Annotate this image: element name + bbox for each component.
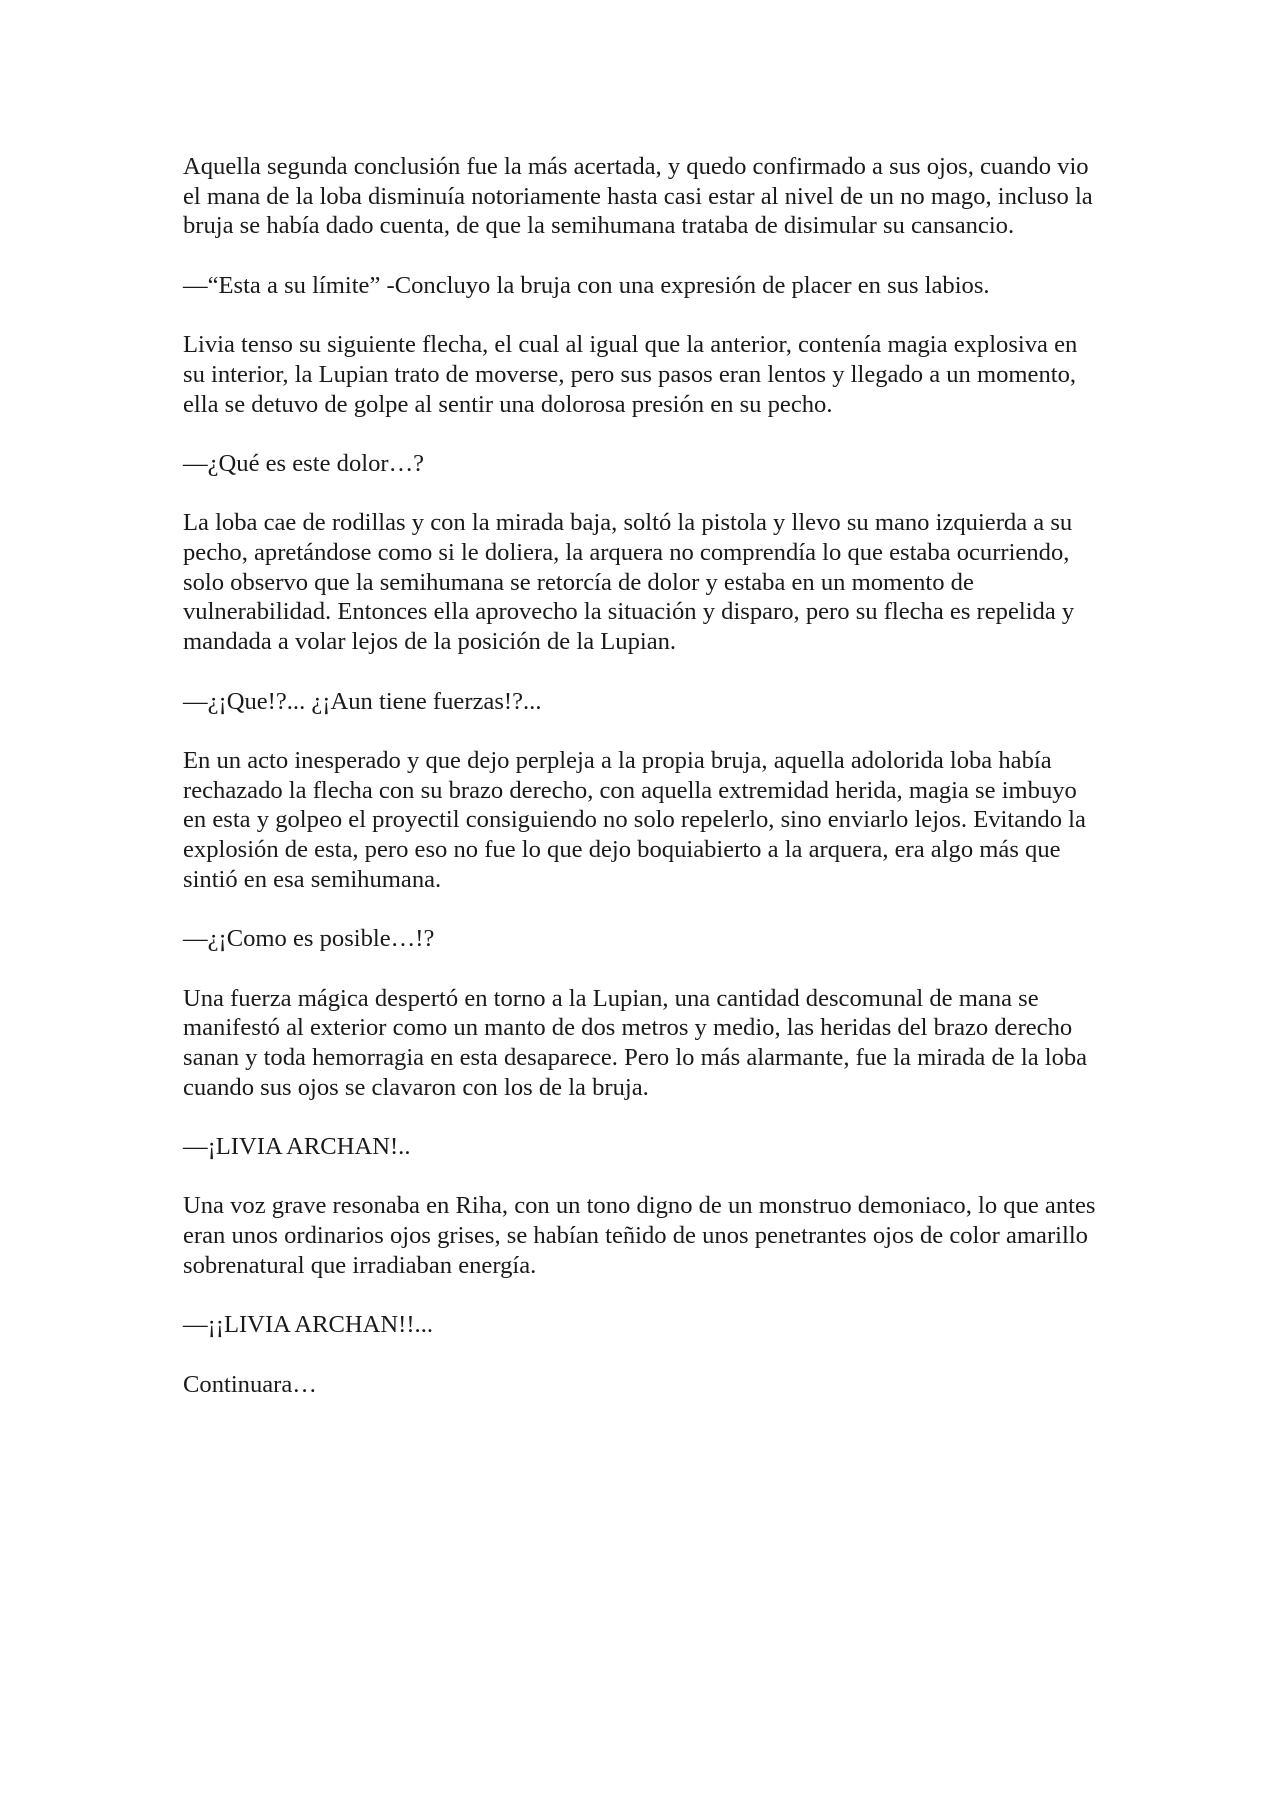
paragraph-narration-4: En un acto inesperado y que dejo perpleja a la propia bruja, aquella adolorida loba había rechazado la flecha con su brazo derecho, con aquella extremidad herida, magia se imbuyo en esta y golpeo el proyectil consiguiendo no solo repelerlo, sino enviarlo lejos. Evitando la explosión de esta, pero eso no fue lo que dejo boquiabierto a la arquera, era algo más que sintió en esa semihumana. — [183, 746, 1086, 893]
paragraph-narration-2: Livia tenso su siguiente flecha, el cual al igual que la anterior, contenía magia explosiva en su interior, la Lupian trato de moverse, pero sus pasos eran lentos y llegado a un momento, ella se detuvo de golpe al sentir una dolorosa presión en su pecho. — [183, 331, 1078, 418]
paragraph-dialogue-5: —¡LIVIA ARCHAN!.. — [183, 1133, 411, 1161]
paragraph-narration-3: La loba cae de rodillas y con la mirada baja, soltó la pistola y llevo su mano izquierda a su pecho, apretándose como si le doliera, la arquera no comprendía lo que estaba ocurriendo, solo observo que la semihumana se retorcía de dolor y estaba en un momento de vulnerabilidad. Entonces ella aprovecho la situación y disparo, pero su flecha es repelida y mandada a volar lejos de la posición de la Lupian. — [183, 509, 1075, 656]
paragraph-narration-1: Aquella segunda conclusión fue la más acertada, y quedo confirmado a sus ojos, cuando vio el mana de la loba disminuía notoriamente hasta casi estar al nivel de un no mago, incluso la bruja se había dado cuenta, de que la semihumana trataba de disimular su cansancio. — [183, 153, 1093, 240]
paragraph-dialogue-6: —¡¡LIVIA ARCHAN!!... — [183, 1311, 434, 1339]
paragraph-narration-5: Una fuerza mágica despertó en torno a la Lupian, una cantidad descomunal de mana se manifestó al exterior como un manto de dos metros y medio, las heridas del brazo derecho sanan y toda hemorragia en esta desaparece. Pero lo más alarmante, fue la mirada de la loba cuando sus ojos se clavaron con los de la bruja. — [183, 984, 1088, 1101]
document-body — [183, 152, 1103, 1429]
paragraph-dialogue-2: —¿Qué es este dolor…? — [183, 449, 425, 477]
paragraph-closing: Continuara… — [183, 1370, 317, 1398]
paragraph-narration-6: Una voz grave resonaba en Riha, con un tono digno de un monstruo demoniaco, lo que antes eran unos ordinarios ojos grises, se habían teñido de unos penetrantes ojos de color amarillo sobrenatural que irradiaban energía. — [183, 1192, 1096, 1279]
paragraph-dialogue-1: —“Esta a su límite” -Concluyo la bruja con una expresión de placer en sus labios. — [183, 271, 990, 299]
paragraph-dialogue-4: —¿¡Como es posible…!? — [183, 925, 435, 953]
paragraph-dialogue-3: —¿¡Que!?... ¿¡Aun tiene fuerzas!?... — [183, 687, 542, 715]
